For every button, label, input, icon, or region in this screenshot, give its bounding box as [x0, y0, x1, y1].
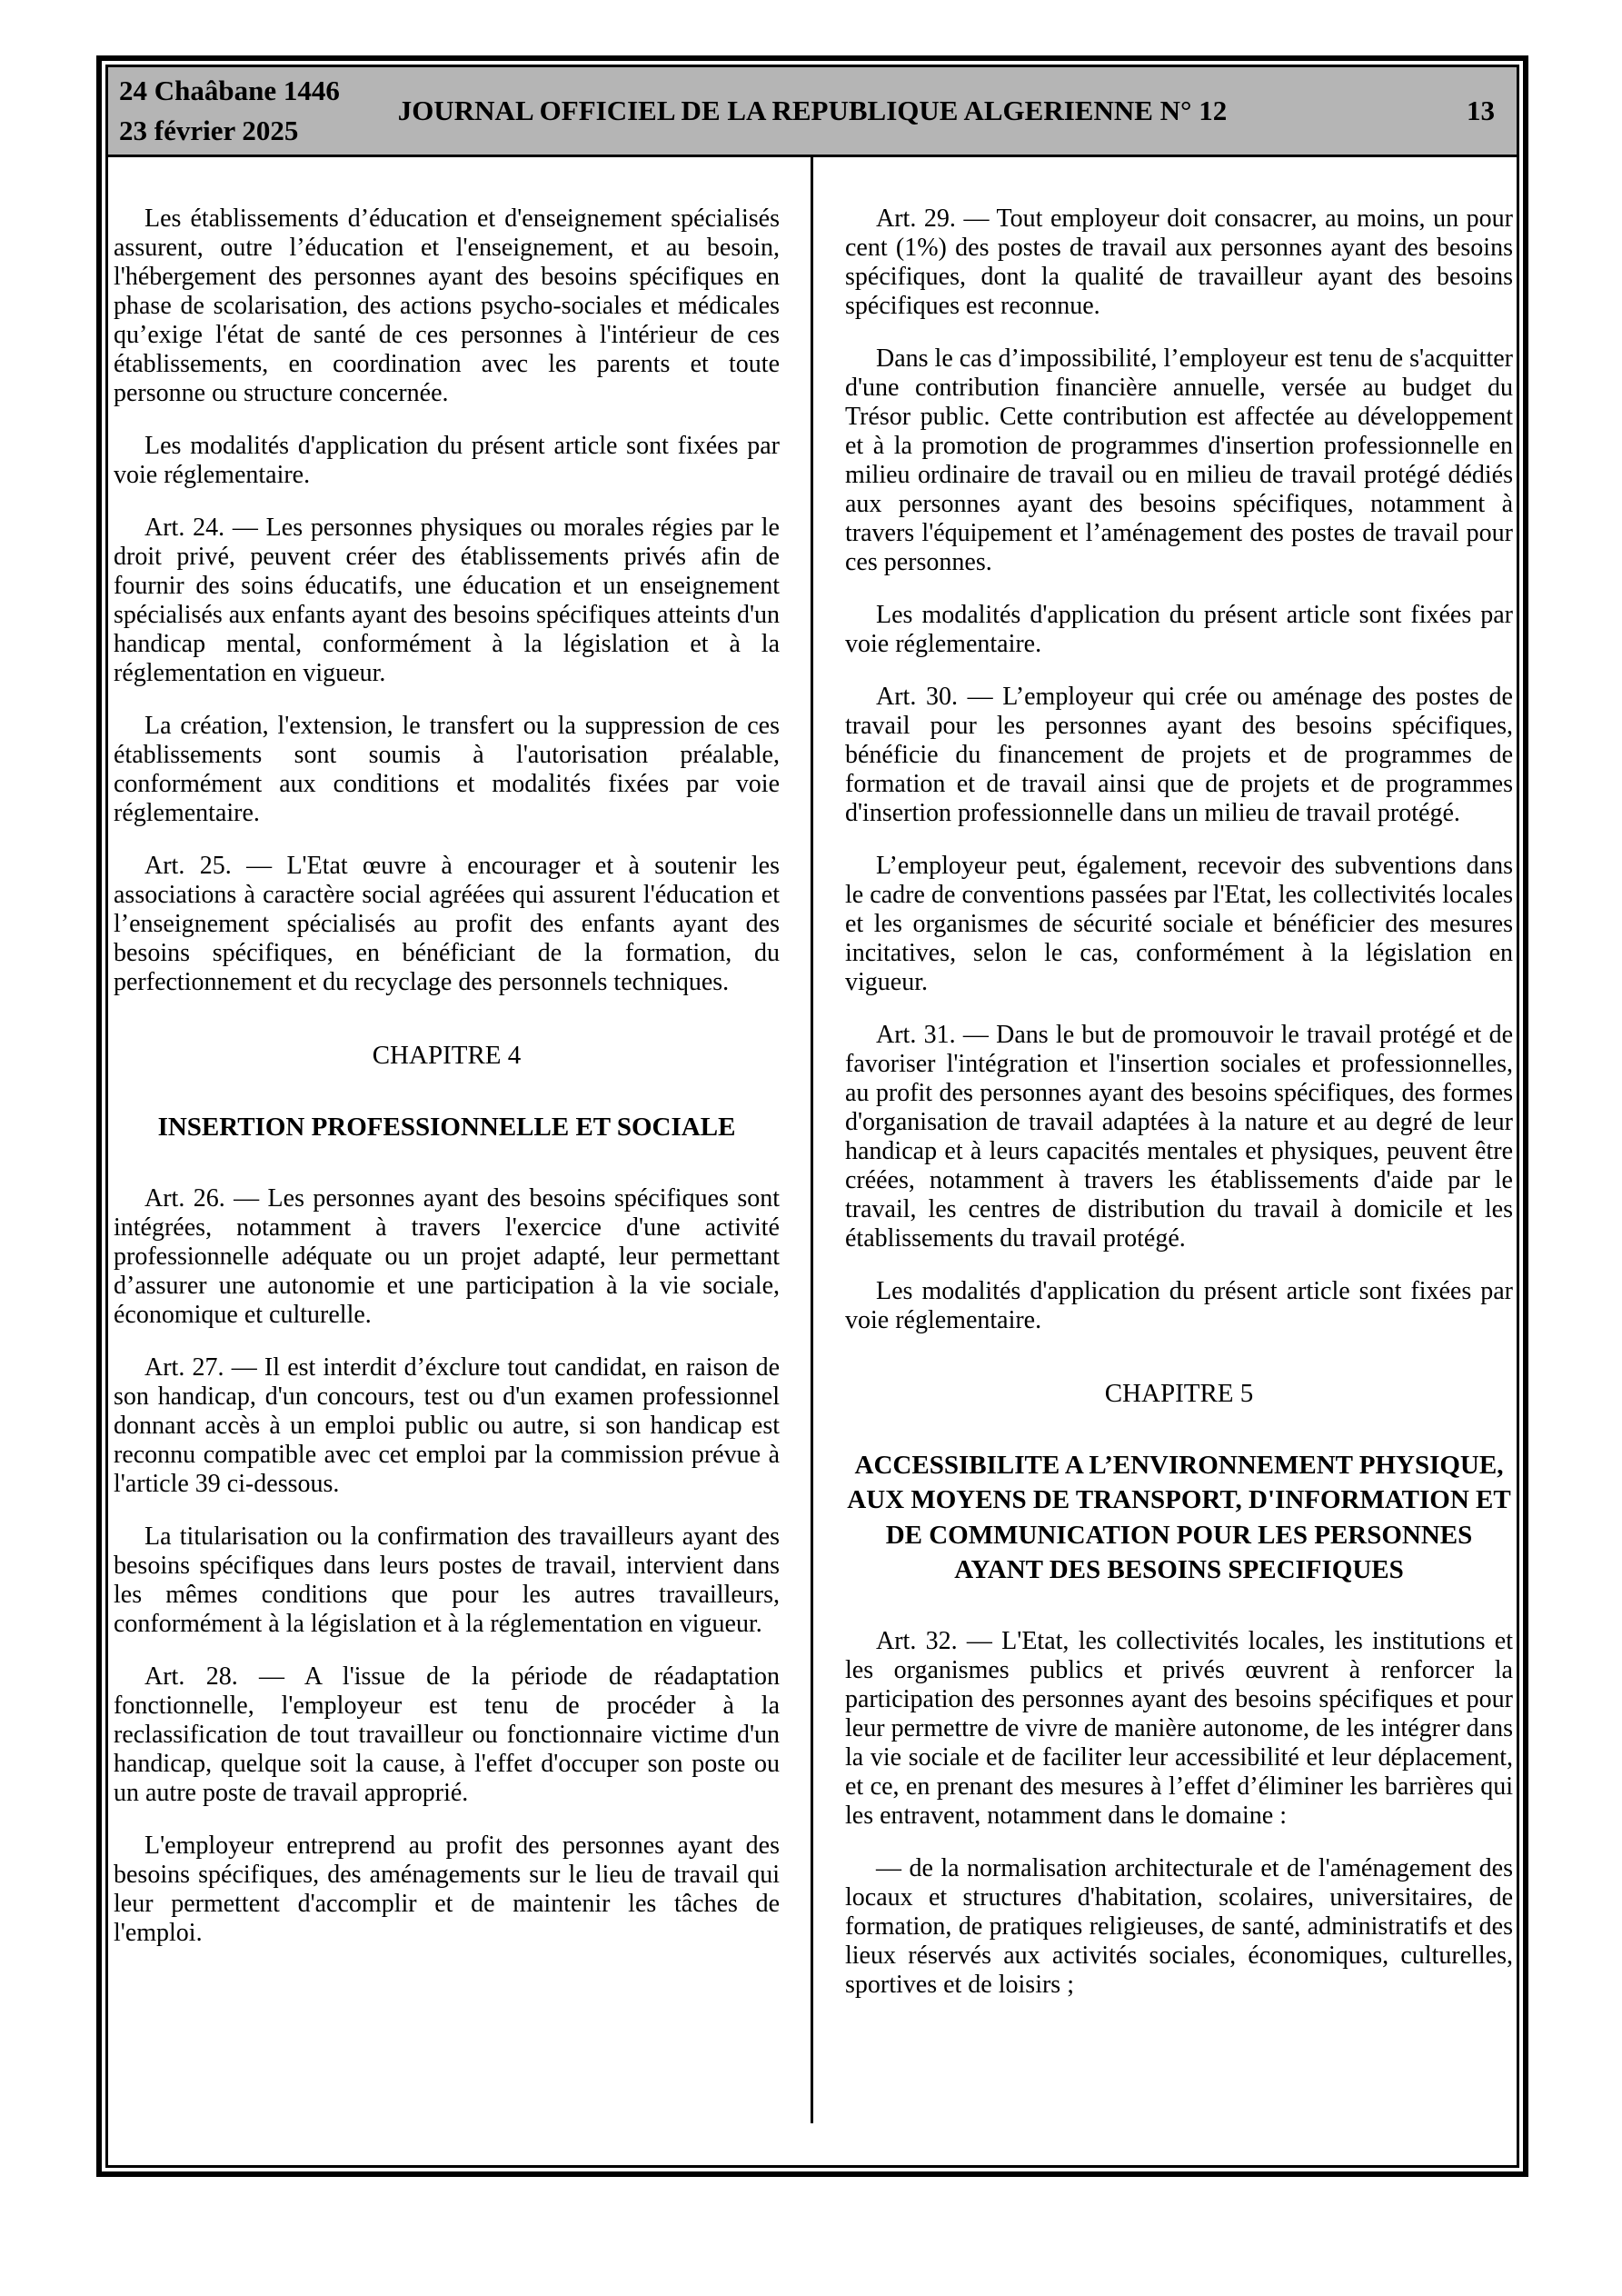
paragraph: Les modalités d'application du présent article sont fixées par voie réglementaire.: [845, 1277, 1513, 1334]
header-dates: [119, 71, 340, 151]
paragraph: Art. 32. — L'Etat, les collectivités locales, les institutions et les organismes publics et privés œuvrent à renforcer la participation des personnes ayant des besoins spécifiques et pour leur permettre de vivre de manière autonome, de les intégrer dans la vie sociale et de faciliter leur accessibilité et leur déplacement, et ce, en prenant des mesures à l’effet d’éliminer les barrières qui les entravent, notamment dans le domaine :: [845, 1627, 1513, 1831]
chapter-heading: CHAPITRE 4: [372, 1041, 522, 1070]
page-frame: [96, 55, 1528, 2177]
column-divider: [811, 157, 813, 2123]
paragraph: Les modalités d'application du présent article sont fixées par voie réglementaire.: [845, 601, 1513, 658]
paragraph: La création, l'extension, le transfert ou la suppression de ces établissements sont soumis à l'autorisation préalable, conformément aux conditions et modalités fixées par voie réglementaire.: [114, 712, 780, 827]
paragraph: Les modalités d'application du présent article sont fixées par voie réglementaire.: [114, 432, 780, 489]
paragraph: Art. 30. — L’employeur qui crée ou aménage des postes de travail pour les personnes ayant des besoins spécifiques, bénéficie du financement de projets et de programmes de formation et de travail ainsi que de projets et de programmes d'insertion professionnelle dans un milieu de travail protégé.: [845, 683, 1513, 827]
section-title: ACCESSIBILITE A L’ENVIRONNEMENT PHYSIQUE, AUX MOYENS DE TRANSPORT, D'INFORMATION ET DE COMMUNICATION POUR LES PERSONNES AYANT DES BESOINS SPECIFIQUES: [847, 1451, 1511, 1584]
paragraph: — de la normalisation architecturale et de l'aménagement des locaux et structures d'habitation, scolaires, universitaires, de formation, de pratiques religieuses, de santé, administratifs et des lieux réservés aux activités sociales, économiques, culturelles, sportives et de loisirs ;: [845, 1854, 1513, 2000]
paragraph: L’employeur peut, également, recevoir des subventions dans le cadre de conventions passées par l'Etat, les collectivités locales et les organismes de sécurité sociale et bénéficier des mesures incitatives, selon le cas, conformément à la législation en vigueur.: [845, 852, 1513, 996]
paragraph: Art. 26. — Les personnes ayant des besoins spécifiques sont intégrées, notamment à travers l'exercice d'une activité professionnelle adéquate ou un projet adapté, leur permettant d’assurer une autonomie et une participation à la vie sociale, économique et culturelle.: [114, 1184, 780, 1330]
chapter-heading: CHAPITRE 5: [1104, 1379, 1254, 1408]
paragraph: Les établissements d’éducation et d'enseignement spécialisés assurent, outre l’éducation et l'enseignement, et au besoin, l'hébergement des personnes ayant des besoins spécifiques en phase de scolarisation, des actions psycho-sociales et médicales qu’exige l'état de santé de ces personnes à l'intérieur de ces établissements, en coordination avec les parents et toute personne ou structure concernée.: [114, 205, 780, 407]
paragraph: Art. 29. — Tout employeur doit consacrer, au moins, un pour cent (1%) des postes de travail aux personnes ayant des besoins spécifiques, dont la qualité de travailleur ayant des besoins spécifiques est reconnue.: [845, 205, 1513, 320]
paragraph: Art. 25. — L'Etat œuvre à encourager et à soutenir les associations à caractère social agréées qui assurent l'éducation et l’enseignement spécialisés au profit des enfants ayant des besoins spécifiques, en bénéficiant de la formation, du perfectionnement et du recyclage des personnels techniques.: [114, 852, 780, 996]
paragraph: La titularisation ou la confirmation des travailleurs ayant des besoins spécifiques dans leurs postes de travail, intervient dans les mêmes conditions que pour les autres travailleurs, conformément à la législation et à la réglementation en vigueur.: [114, 1522, 780, 1639]
paragraph: Dans le cas d’impossibilité, l’employeur est tenu de s'acquitter d'une contribution financière annuelle, versée au budget du Trésor public. Cette contribution est affectée au développement et à la promotion de programmes d'insertion professionnelle en milieu ordinaire de travail ou en milieu de travail protégé dédiés aux personnes ayant des besoins spécifiques, notamment à travers l'équipement et l’aménagement des postes de travail pour ces personnes.: [845, 344, 1513, 576]
journal-title: JOURNAL OFFICIEL DE LA REPUBLIQUE ALGERIENNE N° 12: [397, 95, 1228, 126]
paragraph: Art. 28. — A l'issue de la période de réadaptation fonctionnelle, l'employeur est tenu de procéder à la reclassification de tout travailleur ou fonctionnaire victime d'un handicap, quelque soit la cause, à l'effet d'occuper son poste ou un autre poste de travail approprié.: [114, 1662, 780, 1808]
right-column: [812, 205, 1517, 2165]
left-column: [108, 205, 812, 2165]
gregorian-date: 23 février 2025: [119, 115, 299, 146]
hijri-date: 24 Chaâbane 1446: [119, 75, 340, 106]
paragraph: Art. 27. — Il est interdit d’éxclure tout candidat, en raison de son handicap, d'un concours, test ou d'un examen professionnel donnant accès à un emploi public ou autre, si son handicap est reconnu compatible avec cet emploi par la commission prévue à l'article 39 ci-dessous.: [114, 1353, 780, 1499]
header-band: [105, 65, 1519, 157]
page-number: 13: [1467, 95, 1495, 126]
paragraph: L'employeur entreprend au profit des personnes ayant des besoins spécifiques, des aménagements sur le lieu de travail qui leur permettent d'accomplir et de maintenir les tâches de l'emploi.: [114, 1832, 780, 1948]
content-area: [105, 157, 1519, 2168]
paragraph: Art. 31. — Dans le but de promouvoir le travail protégé et de favoriser l'intégration et l'insertion sociales et professionnelles, au profit des personnes ayant des besoins spécifiques, des formes d'organisation de travail adaptées à la nature et au degré de leur handicap et à leurs capacités mentales et physiques, peuvent être créées, notamment à travers les établissements d'aide par le travail, les centres de distribution du travail à domicile et les établissements du travail protégé.: [845, 1021, 1513, 1253]
section-title: INSERTION PROFESSIONNELLE ET SOCIALE: [157, 1113, 736, 1142]
paragraph: Art. 24. — Les personnes physiques ou morales régies par le droit privé, peuvent créer des établissements privés afin de fournir des soins éducatifs, une éducation et un enseignement spécialisés aux enfants ayant des besoins spécifiques atteints d'un handicap mental, conformément à la législation et à la réglementation en vigueur.: [114, 514, 780, 687]
